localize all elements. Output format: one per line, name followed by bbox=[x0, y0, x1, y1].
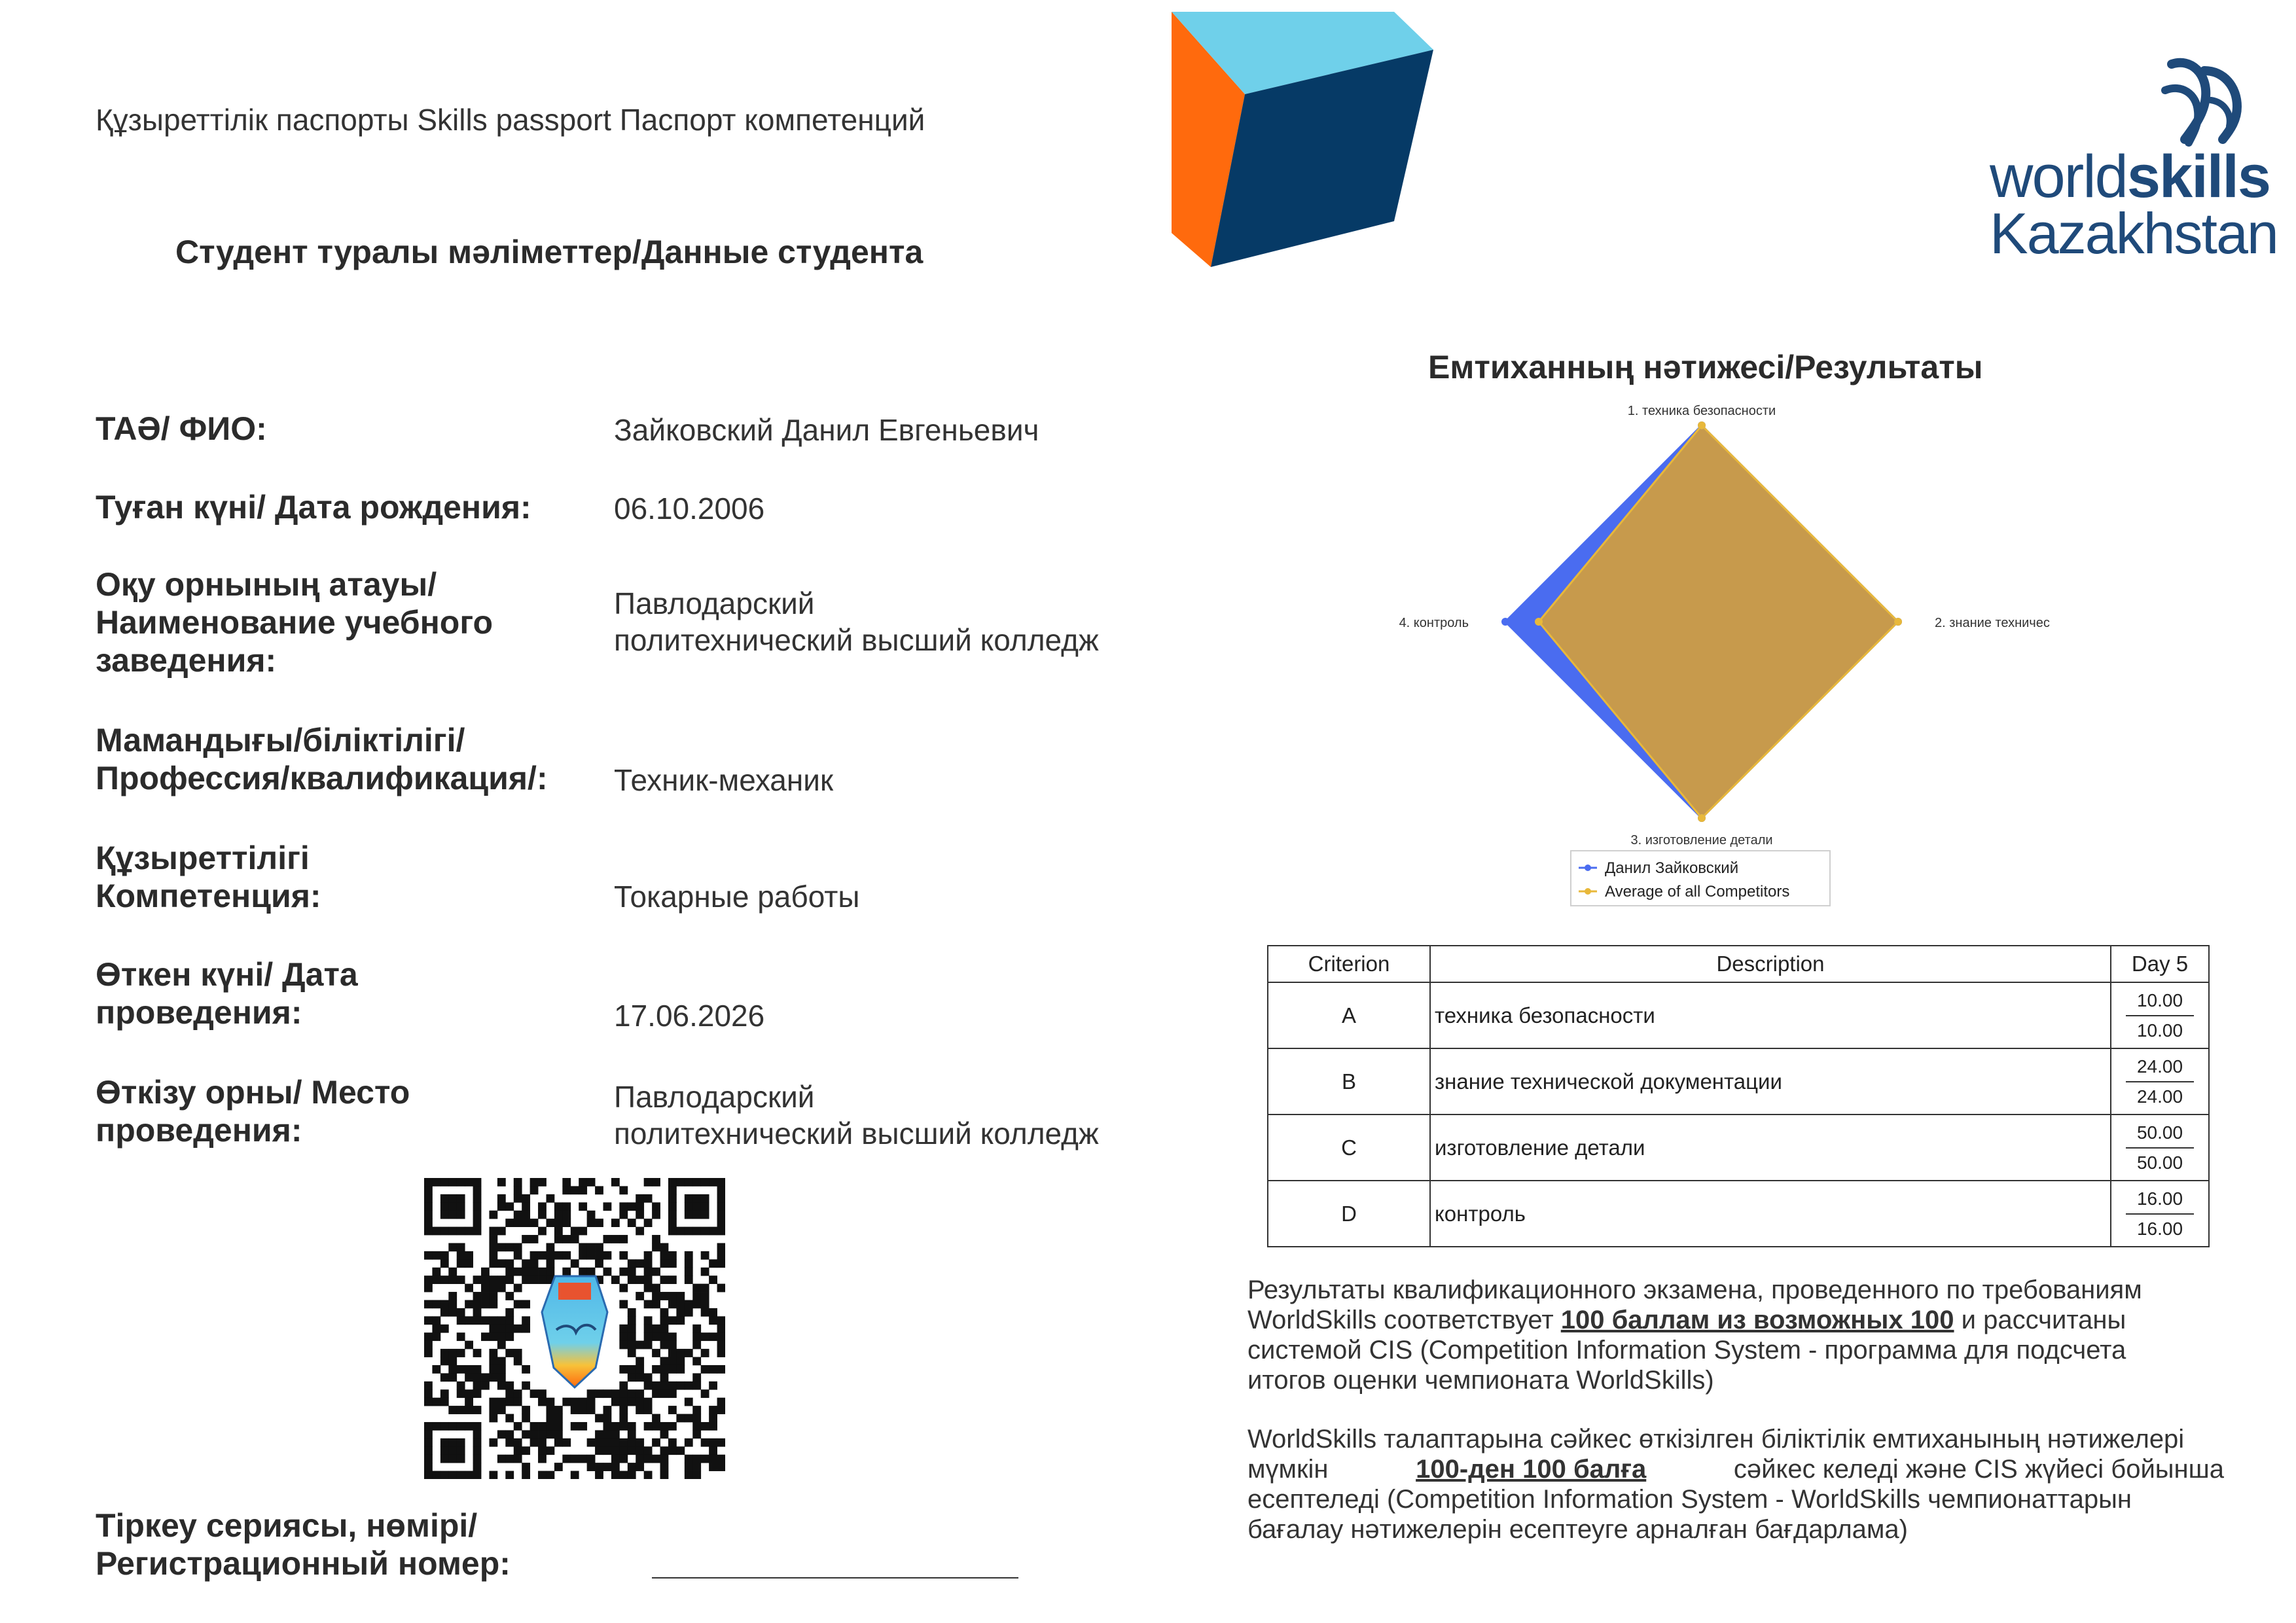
field-venue-value: Павлодарский политехнический высший колледж bbox=[614, 1080, 1099, 1150]
results-paragraph-ru: Результаты квалификационного экзамена, проведенного по требованиям WorldSkills соответствует 100 баллам из возможных 100 и рассчитаны системой CIS (Competition Information System - программа для подсчета итогов оценки чемпионата WorldSkills) bbox=[1247, 1275, 2142, 1395]
description-cell: контроль bbox=[1430, 1181, 2111, 1247]
criterion-cell: B bbox=[1268, 1048, 1430, 1115]
field-fio-label: ТАӘ/ ФИО: bbox=[96, 410, 267, 447]
radar-axis-label: 4. контроль bbox=[1399, 616, 1469, 630]
legend-entry: Данил Зайковский bbox=[1605, 859, 1739, 877]
table-row bbox=[1268, 1181, 2209, 1247]
legend-marker bbox=[1585, 888, 1591, 895]
radar-point bbox=[1501, 618, 1509, 626]
worldskills-logo bbox=[1990, 51, 2278, 266]
field-exam-date-value: 17.06.2026 bbox=[614, 999, 765, 1033]
table-row bbox=[1268, 1048, 2209, 1115]
header-day5: Day 5 bbox=[2111, 946, 2209, 982]
description-cell: знание технической документации bbox=[1430, 1048, 2111, 1115]
results-radar-chart bbox=[1348, 393, 2147, 916]
field-profession-value: Техник-механик bbox=[614, 763, 834, 797]
radar-axis-label: 2. знание техничес bbox=[1935, 616, 2050, 630]
table-row bbox=[1268, 982, 2209, 1048]
score-value: 24.00 bbox=[2126, 1054, 2194, 1082]
radar-point bbox=[1535, 618, 1543, 626]
logo-skills-text: skills bbox=[2126, 143, 2270, 210]
table-row bbox=[1268, 1115, 2209, 1181]
header-criterion: Criterion bbox=[1268, 946, 1430, 982]
college-emblem-icon bbox=[542, 1276, 607, 1387]
field-venue-label: Өткізу орны/ Место проведения: bbox=[96, 1074, 410, 1149]
table-header-row bbox=[1268, 946, 2209, 982]
field-profession-label: Мамандығы/біліктілігі/ Профессия/квалификация/: bbox=[96, 722, 548, 796]
field-competence-value: Токарные работы bbox=[614, 880, 860, 914]
radar-series-1 bbox=[1539, 425, 1898, 818]
radar-point bbox=[1698, 421, 1706, 429]
criterion-cell: C bbox=[1268, 1115, 1430, 1181]
results-title: Емтиханның нәтижесі/Результаты bbox=[1428, 349, 1983, 385]
criterion-cell: A bbox=[1268, 982, 1430, 1048]
criterion-cell: D bbox=[1268, 1181, 1430, 1247]
radar-point bbox=[1698, 814, 1706, 822]
qr-code-image bbox=[424, 1178, 725, 1479]
legend-marker bbox=[1585, 865, 1591, 871]
description-cell: техника безопасности bbox=[1430, 982, 2111, 1048]
description-cell: изготовление детали bbox=[1430, 1115, 2111, 1181]
radar-axis-label: 3. изготовление детали bbox=[1630, 833, 1773, 847]
score-cell bbox=[2111, 1115, 2209, 1181]
field-birthdate-label: Туған күні/ Дата рождения: bbox=[96, 489, 531, 526]
cube-logo-icon bbox=[1165, 12, 1440, 274]
header-description: Description bbox=[1430, 946, 2111, 982]
student-section-title: Студент туралы мәліметтер/Данные студента bbox=[175, 234, 924, 270]
registration-label: Тіркеу сериясы, нөмірі/ Регистрационный номер: bbox=[96, 1507, 511, 1582]
score-value: 10.00 bbox=[2126, 988, 2194, 1016]
field-competence-label: Құзыреттілігі Компетенция: bbox=[96, 840, 321, 914]
field-exam-date-label: Өткен күні/ Дата проведения: bbox=[96, 956, 358, 1031]
field-birthdate-value: 06.10.2006 bbox=[614, 491, 765, 526]
field-institution-label: Оқу орнының атауы/ Наименование учебного заведения: bbox=[96, 566, 493, 679]
score-cell bbox=[2111, 1181, 2209, 1247]
radar-point bbox=[1894, 618, 1902, 626]
field-institution-value: Павлодарский политехнический высший колледж bbox=[614, 586, 1099, 657]
max-value: 10.00 bbox=[2136, 1020, 2183, 1041]
logo-country-text: Kazakhstan bbox=[1990, 201, 2278, 266]
passport-title: Құзыреттілік паспорты Skills passport Паспорт компетенций bbox=[96, 103, 925, 137]
field-fio-value: Зайковский Данил Евгеньевич bbox=[614, 413, 1039, 447]
qr-code bbox=[424, 1178, 725, 1482]
score-value: 16.00 bbox=[2126, 1186, 2194, 1215]
max-value: 24.00 bbox=[2136, 1086, 2183, 1107]
radar-axis-label: 1. техника безопасности bbox=[1627, 404, 1776, 418]
worldskills-swirl-icon bbox=[2145, 51, 2257, 149]
results-paragraph-kz: WorldSkills талаптарына сәйкес өткізілген біліктілік емтиханының нәтижелері мүмкін 100-ден 100 балға сәйкес келеді және CIS жүйесі бойынша есептеледі (Competition Information System - WorldSkills чемпионаттарын бағалау нәтижелерін есептеуге арналған бағдарлама) bbox=[1247, 1425, 2224, 1544]
results-table bbox=[1267, 945, 2210, 1247]
max-value: 50.00 bbox=[2136, 1152, 2183, 1173]
score-cell bbox=[2111, 1048, 2209, 1115]
registration-number-line bbox=[652, 1577, 1018, 1578]
max-value: 16.00 bbox=[2136, 1218, 2183, 1239]
logo-world-text: world bbox=[1990, 143, 2127, 210]
score-cell bbox=[2111, 982, 2209, 1048]
score-value: 50.00 bbox=[2126, 1120, 2194, 1149]
legend-entry: Average of all Competitors bbox=[1605, 883, 1790, 901]
